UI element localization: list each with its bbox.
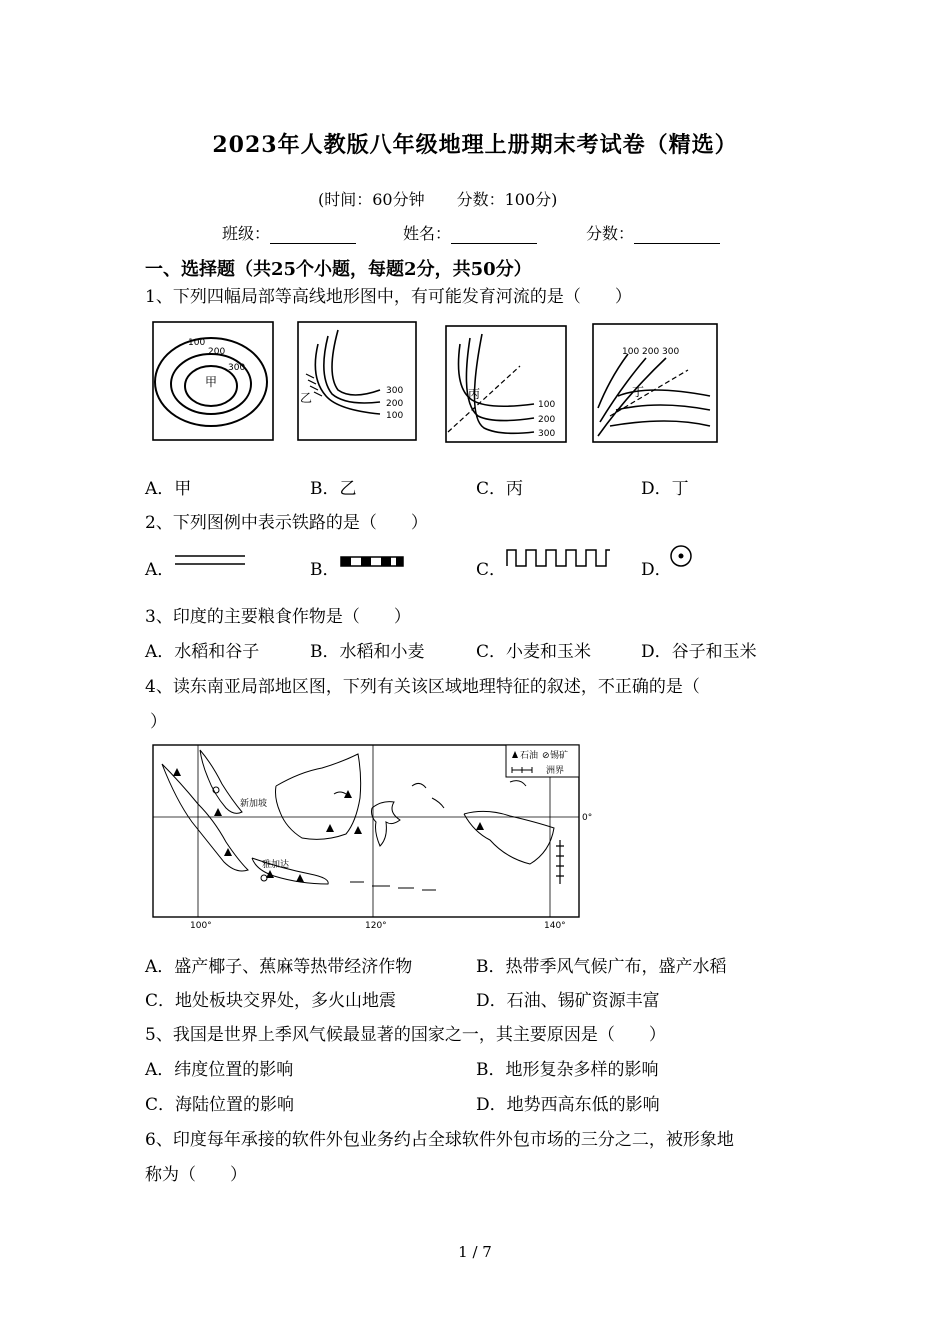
legend-oil: 石油 [520,751,539,761]
label-bing-100: 100 [538,400,556,410]
label-bing: 丙 [468,387,481,401]
contour-map-yi [298,322,416,440]
class-blank[interactable] [270,227,356,244]
exam-meta-time: (时间：60分钟 分数：100分) [318,190,558,209]
q4-option-a[interactable]: A．盛产椰子、蕉麻等热带经济作物 [145,957,413,977]
q2-stem: 2、下列图例中表示铁路的是（ ） [145,513,428,533]
legend-boundary: 洲界 [546,766,565,776]
q4-option-c[interactable]: C．地处板块交界处，多火山地震 [145,991,397,1011]
map-lon-100: 100° [190,921,212,931]
score-label: 分数： [586,224,635,243]
q1-option-c[interactable]: C．丙 [476,479,524,499]
q6-stem-line2: 称为（ ） [145,1165,247,1185]
q2-option-d[interactable]: D． [641,560,672,580]
q4-stem-line1: 4、读东南亚局部地区图，下列有关该区域地理特征的叙述，不正确的是（ [145,677,700,697]
q3-option-d[interactable]: D．谷子和玉米 [641,642,757,662]
label-ding-100: 100 [622,347,640,357]
label-bing-300: 300 [538,429,556,439]
railway-icon [340,555,404,569]
q3-stem: 3、印度的主要粮食作物是（ ） [145,607,411,627]
q5-stem: 5、我国是世界上季风气候最显著的国家之一，其主要原因是（ ） [145,1025,666,1045]
label-jia-300: 300 [228,363,246,373]
q5-option-a[interactable]: A．纬度位置的影响 [145,1060,294,1080]
label-jia-200: 200 [208,347,226,357]
label-bing-200: 200 [538,415,556,425]
q1-contour-maps [148,318,723,448]
q6-stem-line1: 6、印度每年承接的软件外包业务约占全球软件外包市场的三分之二，被形象地 [145,1130,734,1150]
label-yi-200: 200 [386,399,404,409]
label-yi-300: 300 [386,386,404,396]
map-lat-0: 0° [582,813,593,823]
q3-option-a[interactable]: A．水稻和谷子 [145,642,260,662]
legend-tin-icon: ⊘ [542,751,550,761]
name-label: 姓名： [403,224,452,243]
label-jia: 甲 [205,375,218,389]
score-blank[interactable] [634,227,720,244]
q1-stem: 1、下列四幅局部等高线地形图中，有可能发育河流的是（ ） [145,287,632,307]
q3-option-b[interactable]: B．水稻和小麦 [310,642,425,662]
label-yi-100: 100 [386,411,404,421]
legend-wall-icon [506,546,612,570]
score-field [586,221,720,244]
q5-option-b[interactable]: B．地形复杂多样的影响 [476,1060,659,1080]
label-jia-100: 100 [188,338,206,348]
label-ding: 丁 [632,385,645,399]
name-field [403,221,537,244]
section-heading: 一、选择题（共25个小题，每题2分，共50分） [145,259,532,280]
label-yi: 乙 [300,391,313,405]
southeast-asia-map [150,742,596,932]
q5-option-c[interactable]: C．海陆位置的影响 [145,1095,295,1115]
q4-stem-line2: ） [150,712,167,732]
page-number: 1 / 7 [458,1243,492,1261]
contour-map-jia [153,322,273,440]
map-label-jakarta: 雅加达 [262,860,290,870]
legend-tin: 锡矿 [550,751,569,761]
map-lon-140: 140° [544,921,566,931]
q3-option-c[interactable]: C．小麦和玉米 [476,642,592,662]
class-label: 班级： [222,224,271,243]
legend-double-line-icon [174,551,246,569]
capital-city-icon [668,543,694,569]
label-ding-300: 300 [662,347,680,357]
q2-option-b[interactable]: B． [310,560,340,580]
q2-option-a[interactable]: A． [145,560,175,580]
q1-option-d[interactable]: D．丁 [641,479,689,499]
q4-option-b[interactable]: B．热带季风气候广布，盛产水稻 [476,957,727,977]
q5-option-d[interactable]: D．地势西高东低的影响 [476,1095,660,1115]
label-ding-200: 200 [642,347,660,357]
q2-option-c[interactable]: C． [476,560,507,580]
class-field [222,221,356,244]
contour-map-bing [446,326,566,442]
page-title: 2023年人教版八年级地理上册期末考试卷（精选） [212,132,738,158]
q1-option-b[interactable]: B．乙 [310,479,357,499]
q4-option-d[interactable]: D．石油、锡矿资源丰富 [476,991,660,1011]
name-blank[interactable] [451,227,537,244]
contour-map-ding [593,324,717,442]
q1-option-a[interactable]: A．甲 [145,479,192,499]
map-lon-120: 120° [365,921,387,931]
map-label-singapore: 新加坡 [240,799,268,809]
